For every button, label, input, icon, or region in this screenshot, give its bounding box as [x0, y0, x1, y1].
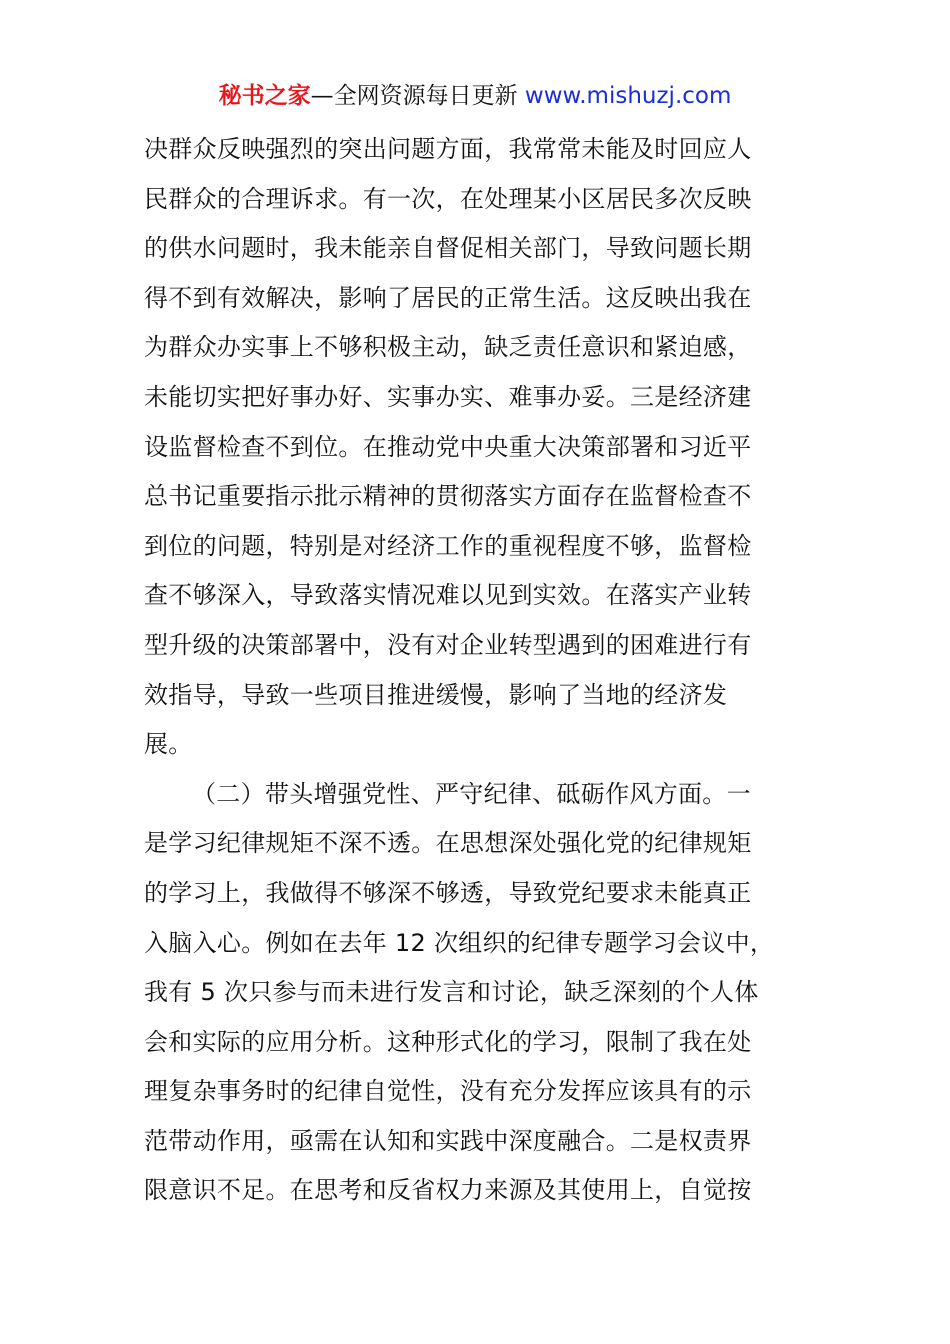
text-line: 到位的问题，特别是对经济工作的重视程度不够，监督检 [144, 531, 752, 560]
text-line: 型升级的决策部署中，没有对企业转型遇到的困难进行有 [144, 630, 752, 659]
text-line: 得不到有效解决，影响了居民的正常生活。这反映出我在 [144, 283, 752, 312]
document-body [144, 125, 808, 1216]
text-line: 未能切实把好事办好、实事办实、难事办妥。三是经济建 [144, 382, 752, 411]
site-header [0, 80, 950, 112]
text-line: 的供水问题时，我未能亲自督促相关部门，导致问题长期 [144, 234, 752, 263]
text-line: 民群众的合理诉求。有一次，在处理某小区居民多次反映 [144, 184, 752, 213]
text-line: 展。 [144, 730, 193, 759]
text-line: 设监督检查不到位。在推动党中央重大决策部署和习近平 [144, 432, 752, 461]
brand-name: 秘书之家 [218, 83, 311, 109]
section-heading-line: （二）带头增强党性、严守纪律、砥砺作风方面。一 [192, 779, 751, 808]
text-line: 我有 5 次只参与而未进行发言和讨论，缺乏深刻的个人体 [144, 978, 759, 1007]
header-tagline: —全网资源每日更新 [310, 83, 525, 109]
text-line: 限意识不足。在思考和反省权力来源及其使用上，自觉按 [144, 1176, 752, 1205]
text-line: 为群众办实事上不够积极主动，缺乏责任意识和紧迫感， [144, 333, 752, 362]
site-url-link[interactable]: www.mishuzj.com [524, 83, 732, 109]
text-line: 会和实际的应用分析。这种形式化的学习，限制了我在处 [144, 1027, 752, 1056]
text-line: 查不够深入，导致落实情况难以见到实效。在落实产业转 [144, 581, 752, 610]
text-line: 范带动作用，亟需在认知和实践中深度融合。二是权责界 [144, 1126, 752, 1155]
text-line: 决群众反映强烈的突出问题方面，我常常未能及时回应人 [144, 135, 752, 163]
text-line: 理复杂事务时的纪律自觉性，没有充分发挥应该具有的示 [144, 1077, 752, 1106]
text-line: 入脑入心。例如在去年 12 次组织的纪律专题学习会议中， [144, 928, 775, 957]
text-line: 是学习纪律规矩不深不透。在思想深处强化党的纪律规矩 [144, 829, 752, 858]
text-line: 总书记重要指示批示精神的贯彻落实方面存在监督检查不 [144, 482, 752, 511]
text-line: 的学习上，我做得不够深不够透，导致党纪要求未能真正 [144, 878, 752, 907]
text-line: 效指导，导致一些项目推进缓慢，影响了当地的经济发 [144, 680, 728, 709]
